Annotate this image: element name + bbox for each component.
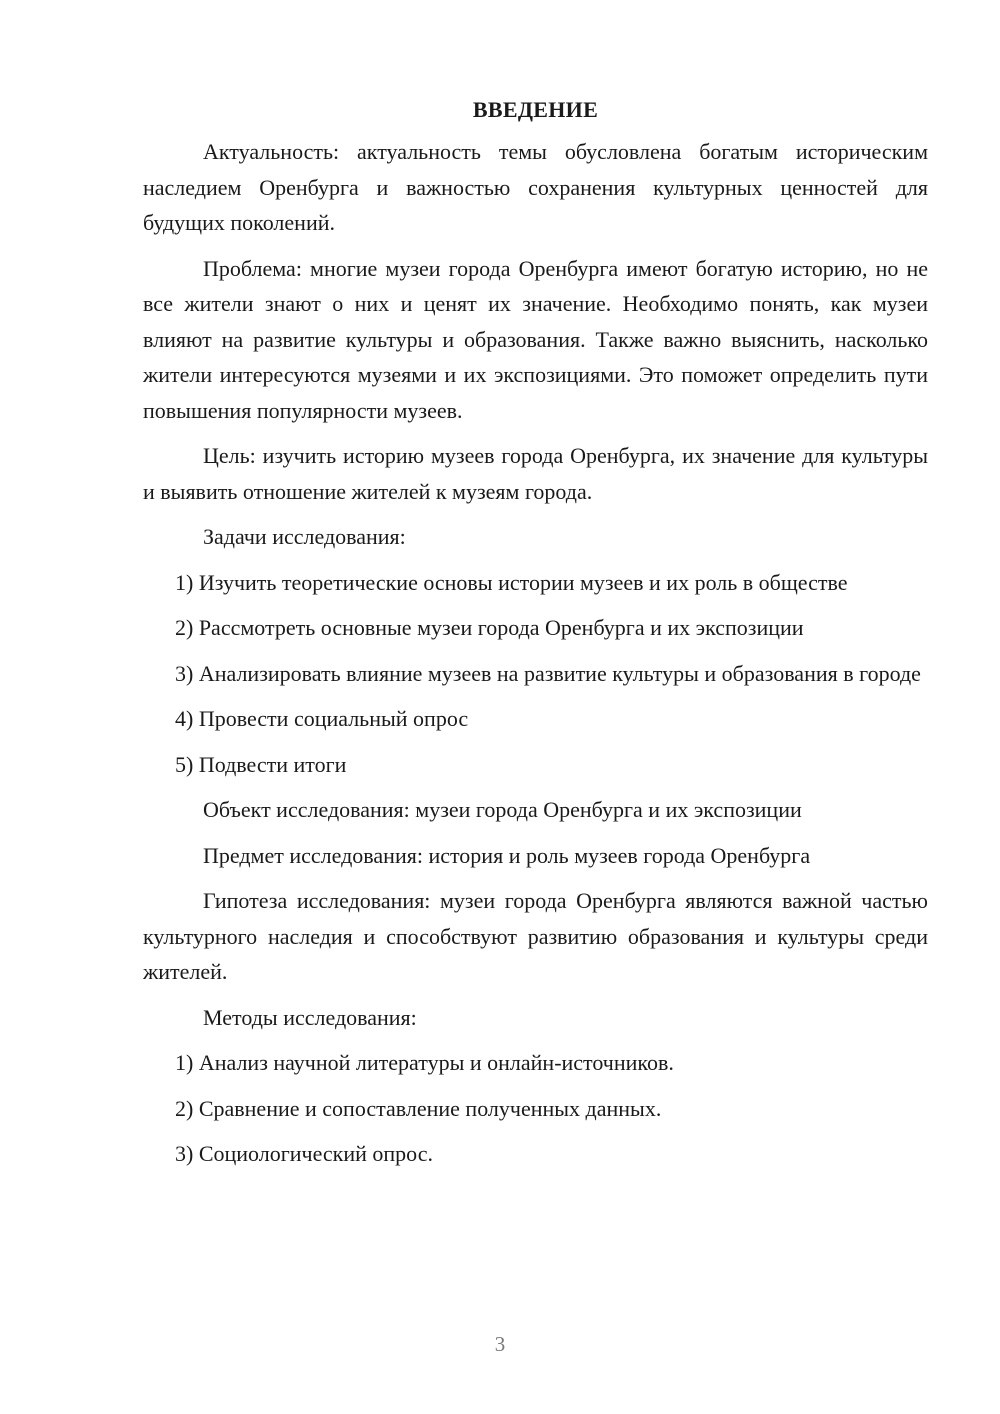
task-item-1: 1) Изучить теоретические основы истории музеев и их роль в обществе xyxy=(175,569,848,595)
task-item-4: 4) Провести социальный опрос xyxy=(175,706,469,731)
method-item-3: 3) Социологический опрос. xyxy=(175,1141,433,1166)
problem-paragraph: Проблема: многие музеи города Оренбурга имеют богатую историю, но не все жители знают о них и ценят их значение. Необходимо понять, как музеи влияют на развитие культуры и образования. Также важно выяснить, насколько жители интересуются музеями и их экспозициями. Это поможет определить пути повышения популярности музеев. xyxy=(143,255,928,423)
hypothesis-paragraph: Гипотеза исследования: музеи города Оренбурга являются важной частью культурного наследия и способствуют развитию образования и культуры среди жителей. xyxy=(143,888,928,984)
method-item-1: 1) Анализ научной литературы и онлайн-источников. xyxy=(175,1050,674,1075)
page-title: ВВЕДЕНИЕ xyxy=(472,97,599,122)
document-page xyxy=(143,95,928,1182)
page-number: 3 xyxy=(494,1332,506,1356)
relevance-paragraph: Актуальность: актуальность темы обусловлена богатым историческим наследием Оренбурга и важностью сохранения культурных ценностей для будущих поколений. xyxy=(143,139,928,235)
subject-line: Предмет исследования: история и роль музеев города Оренбурга xyxy=(203,842,811,868)
object-line: Объект исследования: музеи города Оренбурга и их экспозиции xyxy=(203,797,802,822)
method-item-2: 2) Сравнение и сопоставление полученных данных. xyxy=(175,1095,662,1121)
goal-paragraph: Цель: изучить историю музеев города Оренбурга, их значение для культуры и выявить отношение жителей к музеям города. xyxy=(143,443,928,504)
task-item-3: 3) Анализировать влияние музеев на развитие культуры и образования в городе xyxy=(175,660,921,686)
tasks-heading: Задачи исследования: xyxy=(203,524,406,549)
methods-heading: Методы исследования: xyxy=(203,1004,417,1030)
task-item-2: 2) Рассмотреть основные музеи города Оренбурга и их экспозиции xyxy=(175,615,804,640)
task-item-5: 5) Подвести итоги xyxy=(175,751,347,777)
